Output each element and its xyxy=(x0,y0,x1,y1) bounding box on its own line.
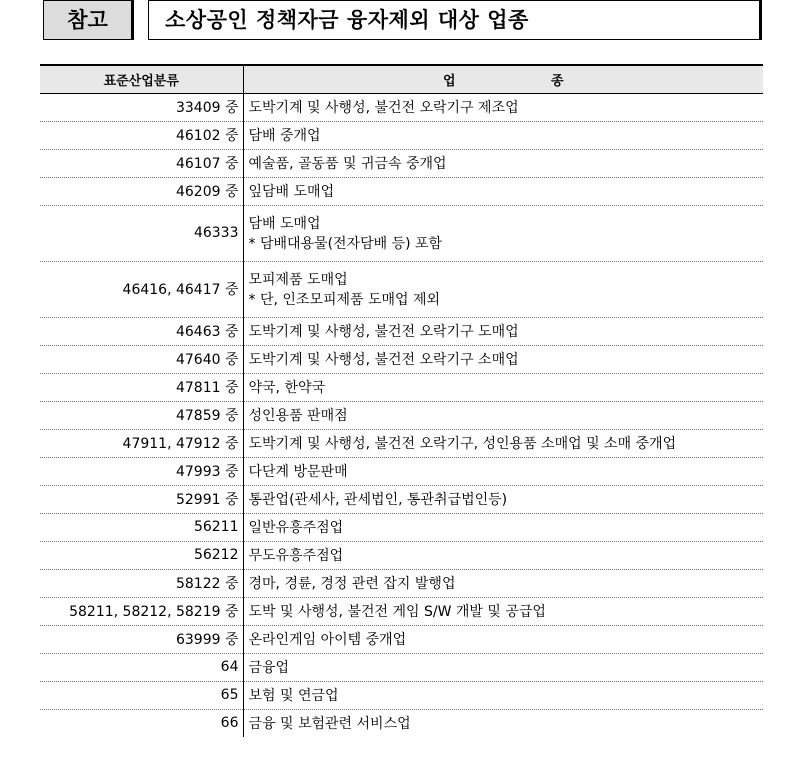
excluded-industries-table xyxy=(40,64,763,737)
table-row xyxy=(40,625,763,653)
industry-code-cell: 47811 중 xyxy=(40,373,243,401)
industry-name-cell xyxy=(243,625,763,653)
table-row xyxy=(40,569,763,597)
industry-name-cell xyxy=(243,373,763,401)
table-row xyxy=(40,457,763,485)
industry-code-cell: 46463 중 xyxy=(40,317,243,345)
industry-name-cell xyxy=(243,261,763,317)
industry-note: * 담배대용물(전자담배 등) 포함 xyxy=(248,236,443,252)
column-header-industry-char-2: 종 xyxy=(550,73,564,89)
table-row xyxy=(40,653,763,681)
industry-code-cell: 47911, 47912 중 xyxy=(40,429,243,457)
industry-name: 담배 중개업 xyxy=(248,128,321,144)
industry-name: 경마, 경륜, 경정 관련 잡지 발행업 xyxy=(248,576,456,592)
industry-name: 금융업 xyxy=(248,660,290,676)
industry-name-cell xyxy=(243,149,763,177)
industry-name-cell xyxy=(243,709,763,737)
table-row xyxy=(40,373,763,401)
industry-name-cell xyxy=(243,93,763,121)
industry-code-cell: 56211 xyxy=(40,513,243,541)
industry-code-cell: 63999 중 xyxy=(40,625,243,653)
industry-name-cell xyxy=(243,429,763,457)
table-row xyxy=(40,401,763,429)
industry-name-cell xyxy=(243,121,763,149)
industry-name: 무도유흥주점업 xyxy=(248,548,344,564)
industry-name: 도박 및 사행성, 불건전 게임 S/W 개발 및 공급업 xyxy=(248,604,546,620)
column-header-industry-char-1: 업 xyxy=(442,73,456,89)
table-row xyxy=(40,93,763,121)
table-row xyxy=(40,177,763,205)
table-body xyxy=(40,93,763,737)
column-header-industry xyxy=(243,65,763,93)
industry-code-cell: 46209 중 xyxy=(40,177,243,205)
industry-name: 약국, 한약국 xyxy=(248,380,326,396)
industry-name: 금융 및 보험관련 서비스업 xyxy=(248,716,411,733)
industry-code-cell: 33409 중 xyxy=(40,93,243,121)
page-title: 소상공인 정책자금 융자제외 대상 업종 xyxy=(148,0,762,40)
column-header-code: 표준산업분류 xyxy=(40,65,243,93)
industry-code-cell: 46416, 46417 중 xyxy=(40,261,243,317)
industry-name: 온라인게임 아이템 중개업 xyxy=(248,632,407,648)
title-row xyxy=(43,0,763,42)
table-row xyxy=(40,485,763,513)
industry-name: 일반유흥주점업 xyxy=(248,520,344,536)
industry-name-cell xyxy=(243,345,763,373)
table-row xyxy=(40,345,763,373)
industry-code-cell: 47859 중 xyxy=(40,401,243,429)
table-row xyxy=(40,205,763,261)
industry-code-cell: 52991 중 xyxy=(40,485,243,513)
table-row xyxy=(40,681,763,709)
industry-name-cell xyxy=(243,541,763,569)
industry-name: 통관업(관세사, 관세법인, 통관취급법인등) xyxy=(248,492,508,508)
industry-code-cell: 47993 중 xyxy=(40,457,243,485)
industry-name-cell xyxy=(243,569,763,597)
table-row xyxy=(40,317,763,345)
table-row xyxy=(40,121,763,149)
industry-name-cell xyxy=(243,513,763,541)
industry-code-cell: 66 xyxy=(40,709,243,737)
industry-name-cell xyxy=(243,401,763,429)
industry-name: 도박기계 및 사행성, 불건전 오락기구 소매업 xyxy=(248,352,519,368)
industry-name-cell xyxy=(243,653,763,681)
industry-name: 도박기계 및 사행성, 불건전 오락기구 제조업 xyxy=(248,100,519,116)
industry-note: * 단, 인조모피제품 도매업 제외 xyxy=(248,292,441,308)
industry-name: 예술품, 골동품 및 귀금속 중개업 xyxy=(248,156,447,172)
industry-name-cell xyxy=(243,457,763,485)
industry-code-cell: 47640 중 xyxy=(40,345,243,373)
industry-name-cell xyxy=(243,681,763,709)
industry-name: 보험 및 연금업 xyxy=(248,688,339,704)
industry-code-cell: 46107 중 xyxy=(40,149,243,177)
industry-name: 도박기계 및 사행성, 불건전 오락기구 도매업 xyxy=(248,324,519,340)
industry-name: 모피제품 도매업 xyxy=(248,272,348,288)
industry-code-cell: 64 xyxy=(40,653,243,681)
table-row xyxy=(40,709,763,737)
industry-code-cell: 46102 중 xyxy=(40,121,243,149)
industry-name: 다단계 방문판매 xyxy=(248,464,348,480)
table-row xyxy=(40,541,763,569)
industry-code-cell: 65 xyxy=(40,681,243,709)
table-header-row xyxy=(40,65,763,93)
industry-name-cell xyxy=(243,205,763,261)
industry-name-cell xyxy=(243,177,763,205)
industry-code-cell: 56212 xyxy=(40,541,243,569)
table-row xyxy=(40,513,763,541)
industry-name-cell xyxy=(243,485,763,513)
table-row xyxy=(40,597,763,625)
table-row xyxy=(40,261,763,317)
industry-name-cell xyxy=(243,597,763,625)
industry-code-cell: 46333 xyxy=(40,205,243,261)
industry-code-cell: 58122 중 xyxy=(40,569,243,597)
table-row xyxy=(40,149,763,177)
reference-badge: 참고 xyxy=(43,0,134,40)
table-row xyxy=(40,429,763,457)
industry-name: 잎담배 도매업 xyxy=(248,184,335,200)
industry-name: 담배 도매업 xyxy=(248,216,321,232)
industry-name: 성인용품 판매점 xyxy=(248,408,348,424)
industry-name-cell xyxy=(243,317,763,345)
industry-name: 도박기계 및 사행성, 불건전 오락기구, 성인용품 소매업 및 소매 중개업 xyxy=(248,436,677,452)
industry-code-cell: 58211, 58212, 58219 중 xyxy=(40,597,243,625)
